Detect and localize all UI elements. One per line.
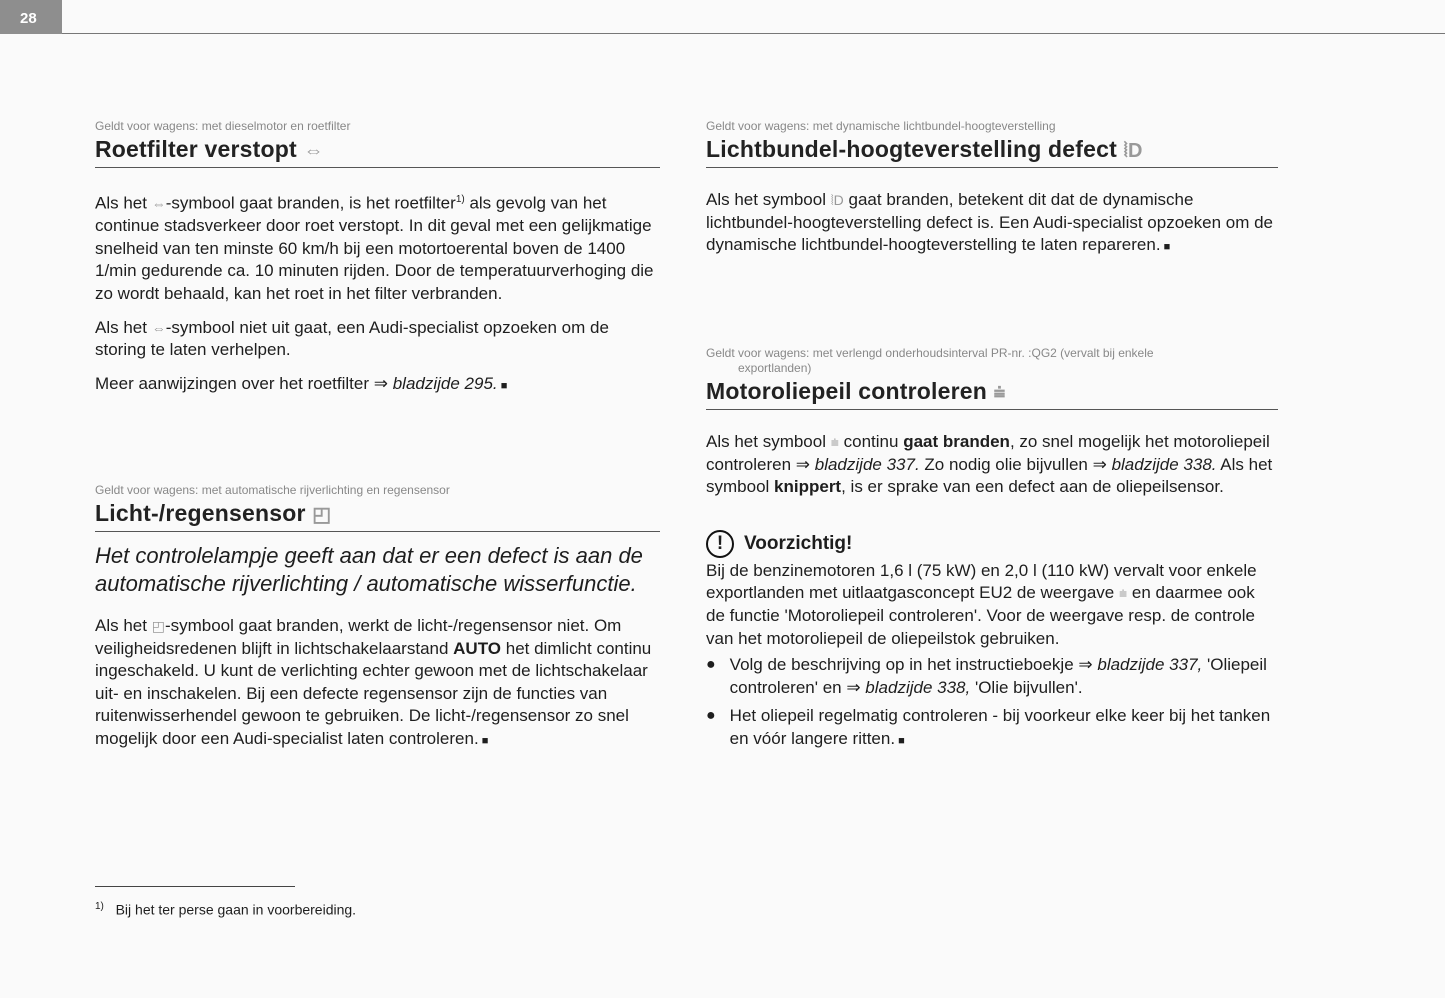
soot-filter-icon: ⇔	[303, 140, 324, 162]
title-text: Motoroliepeil controleren	[706, 378, 988, 404]
bold-text: AUTO	[453, 638, 502, 658]
page-reference: bladzijde 338,	[865, 677, 971, 697]
text: -symbool gaat branden, werkt de licht-/regensensor niet. Om veiligheidsredenen blijft in lichtschakelaarstand	[95, 616, 622, 658]
soot-filter-icon: ⇔	[151, 319, 166, 336]
bold-text: gaat branden	[903, 432, 1010, 451]
section-title	[706, 376, 1278, 410]
oil-level-icon: ⩧	[1118, 585, 1128, 602]
end-mark: ■	[895, 734, 905, 747]
text: Als het	[95, 317, 152, 337]
applies-to	[706, 346, 1278, 376]
text: Meer aanwijzingen over het roetfilter ⇒	[95, 373, 393, 393]
footnote-text: Bij het ter perse gaan in voorbereiding.	[115, 901, 357, 918]
text: Als het	[95, 193, 152, 213]
text: -symbool gaat branden, is het roetfilter	[165, 193, 456, 213]
section-title	[95, 498, 660, 532]
paragraph	[95, 189, 660, 306]
soot-filter-icon: ⇔	[151, 195, 166, 212]
text: Zo nodig olie bijvullen ⇒	[919, 454, 1112, 474]
footnote-rule	[95, 886, 295, 887]
light-rain-sensor-icon: ◰	[151, 618, 165, 634]
warning-header	[706, 530, 1278, 558]
text: als gevolg van het continue stadsverkeer door roet verstopt. In dit geval met een gelijkmatige snelheid van ten minste 60 km/h bij een motortoerental boven de 1400 1/min gedurende ca. 10 minuten rijden. Door de temperatuurverhoging die zo wordt behaald, kan het roet in het filter verbranden.	[95, 193, 654, 304]
title-text: Roetfilter verstopt	[95, 136, 297, 162]
text: Als het symbool	[706, 432, 831, 451]
text: 'Olie bijvullen'.	[970, 677, 1083, 697]
page-reference: bladzijde 338.	[1111, 454, 1217, 474]
header-rule	[62, 33, 1445, 34]
end-mark: ■	[478, 734, 489, 747]
page-number: 28	[0, 0, 62, 34]
bullet-item	[706, 705, 1278, 752]
section-light-rain-sensor	[95, 483, 660, 764]
text: continu	[838, 432, 904, 451]
footnote-mark: 1)	[95, 901, 104, 912]
oil-level-icon: ⩧	[993, 382, 1006, 404]
text: Volg de beschrijving op in het instructieboekje ⇒	[729, 655, 1098, 675]
page-reference: bladzijde 337,	[1097, 655, 1203, 675]
text: -symbool niet uit gaat, een Audi-specialist opzoeken om de storing te laten verhelpen.	[95, 317, 609, 360]
section-oil-level	[706, 346, 1278, 759]
text: Het oliepeil regelmatig controleren - bij voorkeur elke keer bij het tanken en vóór langere ritten.	[729, 706, 1271, 748]
applies-to: Geldt voor wagens: met automatische rijverlichting en regensensor	[95, 483, 450, 497]
bullet-icon: ●	[706, 707, 716, 725]
oil-level-icon: ⩧	[830, 434, 839, 450]
bullet-icon: ●	[706, 656, 716, 674]
warning-title: Voorzichtig!	[744, 532, 853, 554]
intro-text: Het controlelampje geeft aan dat er een defect is aan de automatische rijverlichting / automatische wisserfunctie.	[95, 543, 643, 596]
end-mark: ■	[1160, 241, 1171, 254]
paragraph	[95, 317, 660, 362]
warning-paragraph	[706, 560, 1278, 650]
applies-text: Geldt voor wagens: met verlengd onderhoudsinterval PR-nr. :QG2 (vervalt bij enkele	[706, 346, 1154, 360]
applies-text-cont: exportlanden)	[738, 361, 812, 375]
footnote-ref: 1)	[455, 194, 465, 205]
applies-to: Geldt voor wagens: met dieselmotor en roetfilter	[95, 119, 351, 133]
text: het dimlicht continu ingeschakeld. U kunt de verlichting echter gewoon met de lichtschakelaar uit- en inschakelen. Bij een defecte regensensor zijn de functies van ruitenwisserhendel gewoon te gebruiken. De licht-/regensensor zo snel mogelijk door een Audi-specialist laten controleren.	[95, 638, 652, 748]
text: gaat branden, betekent dit dat de dynamische lichtbundel-hoogteverstelling defect is. Een Audi-specialist opzoeken om de dynamische lichtbundel-hoogteverstelling te laten repareren.	[706, 190, 1274, 255]
headlight-range-icon: ⦚D	[1123, 140, 1143, 162]
light-rain-sensor-icon: ◰	[312, 504, 332, 526]
section-title	[706, 134, 1278, 168]
page-reference: bladzijde 295.	[392, 373, 498, 393]
bullet-text	[730, 705, 1278, 752]
text: , is er sprake van een defect aan de oliepeilsensor.	[841, 477, 1224, 497]
text: en daarmee ook de functie 'Motoroliepeil controleren'. Voor de weergave resp. de controle van het motoroliepeil de oliepeilstok gebruiken.	[706, 583, 1255, 648]
section-title	[95, 134, 660, 168]
bullet-text	[730, 654, 1278, 699]
title-text: Lichtbundel-hoogteverstelling defect	[706, 136, 1118, 162]
paragraph	[95, 373, 660, 398]
section-soot-filter	[95, 119, 660, 408]
headlight-range-icon: ⦚D	[830, 192, 844, 208]
footnote	[95, 901, 356, 918]
applies-to: Geldt voor wagens: met dynamische lichtbundel-hoogteverstelling	[706, 119, 1056, 133]
text: , zo snel mogelijk het motoroliepeil controleren ⇒	[706, 432, 1270, 474]
section-headlight-range	[706, 119, 1278, 270]
text: Bij de benzinemotoren 1,6 l (75 kW) en 2,0 l (110 kW) vervalt voor enkele exportlanden met uitlaatgasconcept EU2 de weergave	[706, 560, 1257, 603]
text: 'Oliepeil controleren' en ⇒	[729, 655, 1267, 697]
warning-icon: !	[706, 530, 734, 558]
paragraph	[95, 615, 660, 753]
paragraph	[706, 431, 1278, 499]
text: Als het	[95, 616, 152, 635]
paragraph	[706, 189, 1278, 259]
title-text: Licht-/regensensor	[95, 500, 306, 526]
text: Als het symbool	[706, 454, 1273, 497]
text: Als het symbool	[706, 190, 831, 209]
page-reference: bladzijde 337.	[814, 454, 920, 474]
bullet-item	[706, 654, 1278, 699]
end-mark: ■	[497, 379, 508, 392]
bold-text: knippert	[774, 477, 842, 497]
